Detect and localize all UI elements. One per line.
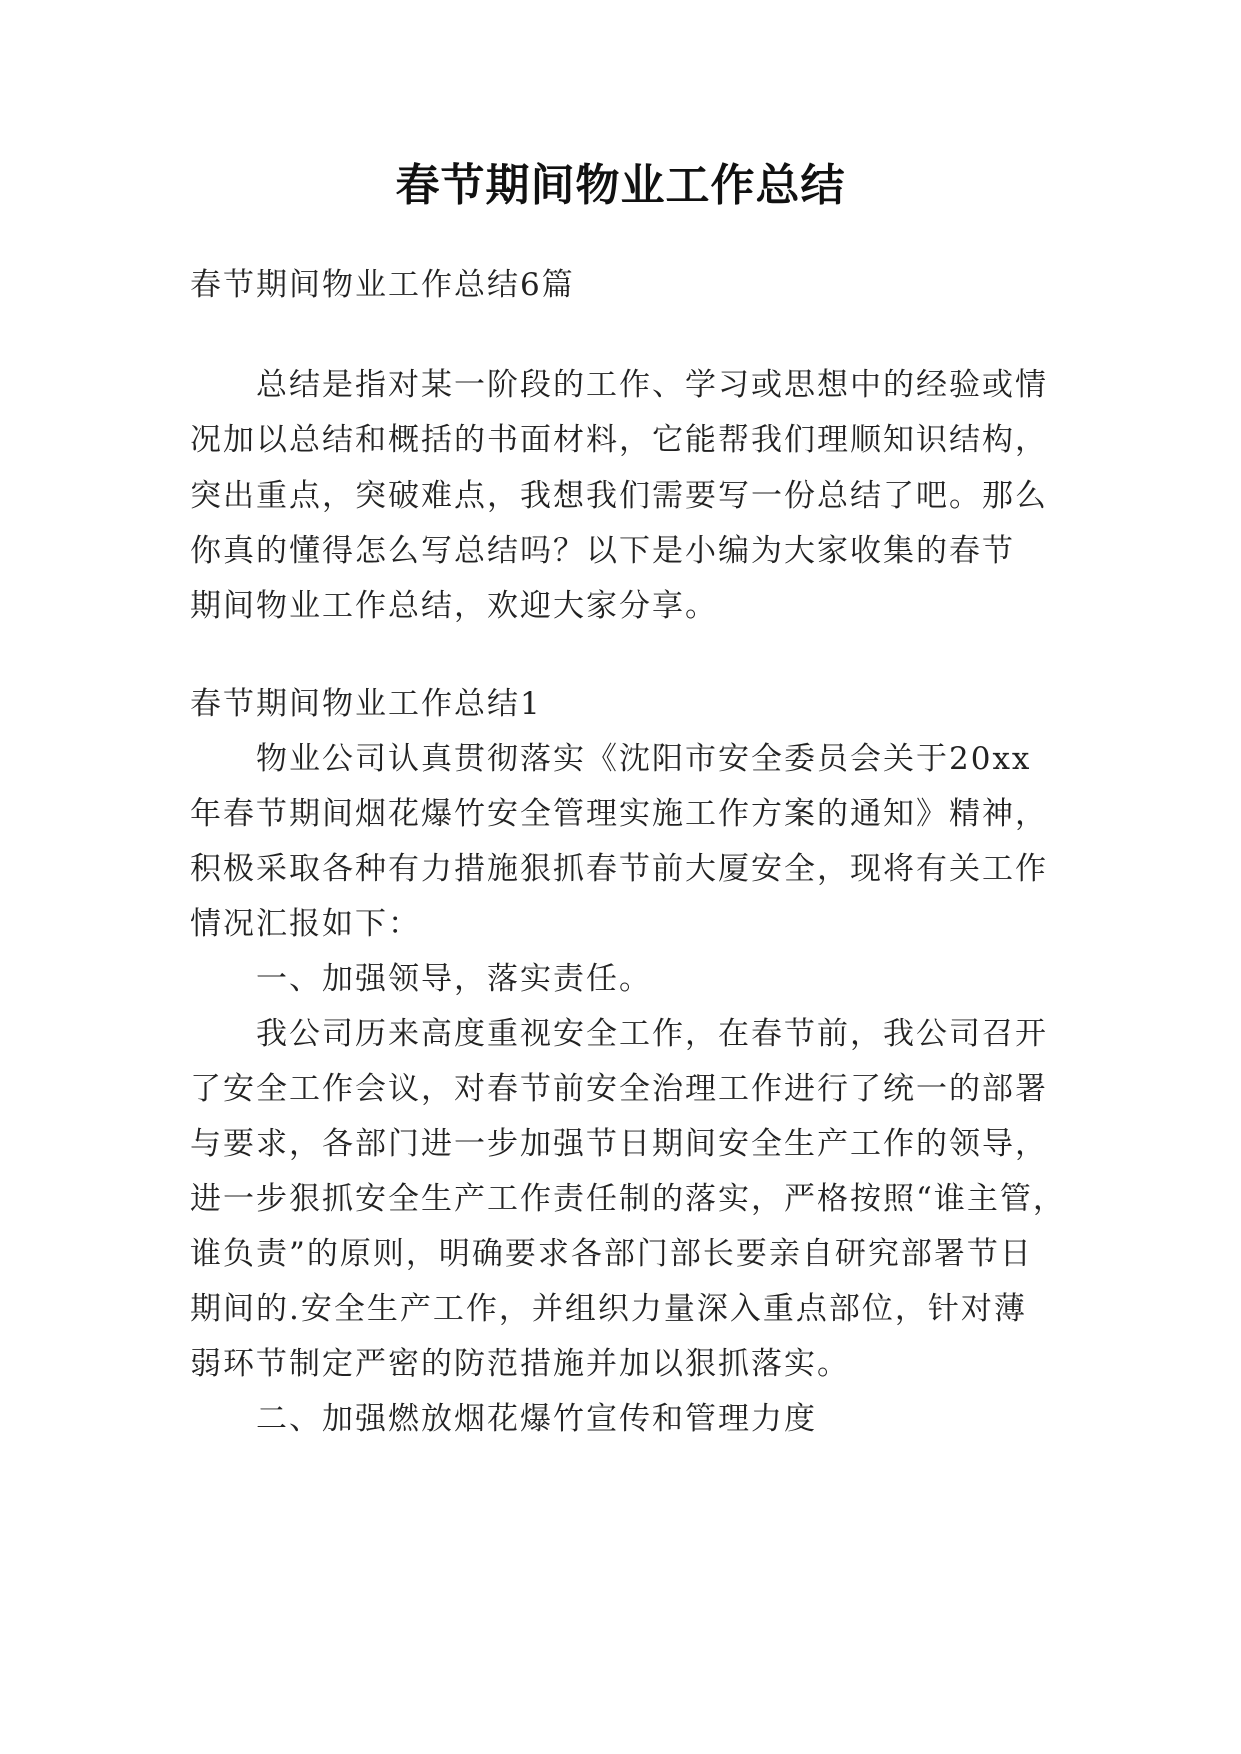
document-title: 春节期间物业工作总结: [395, 160, 846, 211]
paragraph-line: 我公司历来高度重视安全工作，在春节前，我公司召开: [256, 1016, 1048, 1052]
section-heading: 春节期间物业工作总结1: [190, 686, 542, 722]
intro-line: 突出重点，突破难点，我想我们需要写一份总结了吧。那么: [190, 478, 1048, 514]
paragraph-line: 期间的.安全生产工作，并组织力量深入重点部位，针对薄: [190, 1291, 1027, 1327]
paragraph-line: 年春节期间烟花爆竹安全管理实施工作方案的通知》精神，: [190, 796, 1048, 832]
paragraph-line: 情况汇报如下：: [190, 906, 421, 942]
paragraph-line: 了安全工作会议，对春节前安全治理工作进行了统一的部署: [190, 1071, 1048, 1107]
intro-line: 况加以总结和概括的书面材料，它能帮我们理顺知识结构，: [190, 422, 1048, 458]
paragraph-line: 谁负责”的原则，明确要求各部门部长要亲自研究部署节日: [190, 1236, 1033, 1272]
point-heading: 二、加强燃放烟花爆竹宣传和管理力度: [256, 1401, 817, 1437]
paragraph-line: 弱环节制定严密的防范措施并加以狠抓落实。: [190, 1346, 850, 1382]
paragraph-line: 积极采取各种有力措施狠抓春节前大厦安全，现将有关工作: [190, 851, 1048, 887]
intro-line: 期间物业工作总结，欢迎大家分享。: [190, 588, 718, 624]
paragraph-line: 物业公司认真贯彻落实《沈阳市安全委员会关于20xx: [256, 741, 1032, 777]
document-subtitle: 春节期间物业工作总结6篇: [190, 267, 575, 303]
intro-line: 你真的懂得怎么写总结吗？以下是小编为大家收集的春节: [190, 533, 1015, 569]
paragraph-line: 与要求，各部门进一步加强节日期间安全生产工作的领导，: [190, 1126, 1048, 1162]
intro-line: 总结是指对某一阶段的工作、学习或思想中的经验或情: [256, 367, 1048, 403]
paragraph-line: 进一步狠抓安全生产工作责任制的落实，严格按照“谁主管，: [190, 1181, 1066, 1217]
point-heading: 一、加强领导，落实责任。: [256, 961, 652, 997]
